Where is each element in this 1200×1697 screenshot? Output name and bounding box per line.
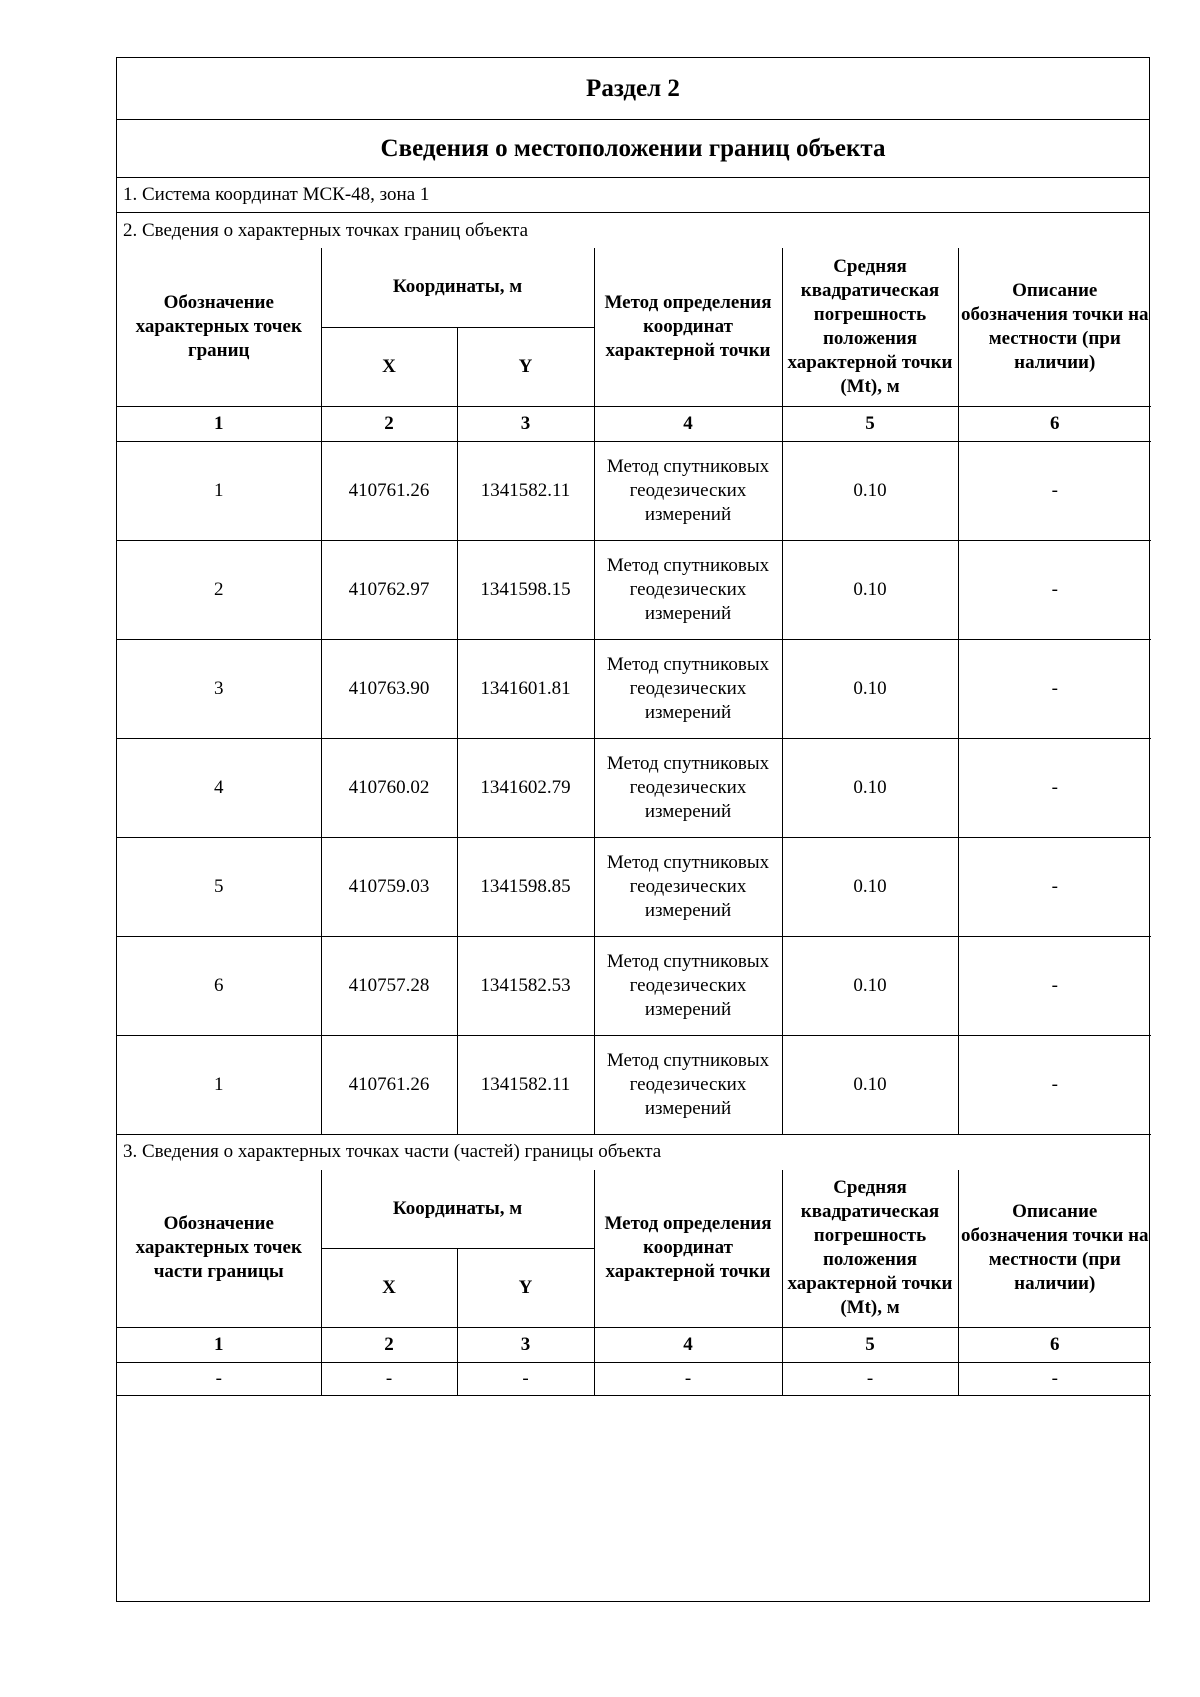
point-description: - bbox=[958, 936, 1151, 1035]
table-row bbox=[117, 441, 1151, 540]
point-x: 410761.26 bbox=[321, 1035, 457, 1134]
column-number: 5 bbox=[782, 406, 958, 441]
point-method: Метод спутниковых геодезических измерений bbox=[594, 738, 782, 837]
point-method: Метод спутниковых геодезических измерений bbox=[594, 540, 782, 639]
part-heading: 3. Сведения о характерных точках части (частей) границы объекта bbox=[123, 1141, 662, 1162]
header-description: Описание обозначения точки на местности (при наличии) bbox=[958, 1170, 1151, 1328]
header-error: Средняя квадратическая погрешность положения характерной точки (Mt), м bbox=[782, 1170, 958, 1328]
column-number: 2 bbox=[321, 1328, 457, 1363]
point-x: 410762.97 bbox=[321, 540, 457, 639]
point-method: Метод спутниковых геодезических измерений bbox=[594, 1035, 782, 1134]
column-number: 2 bbox=[321, 406, 457, 441]
point-error: 0.10 bbox=[782, 639, 958, 738]
header-method: Метод определения координат характерной точки bbox=[594, 1170, 782, 1328]
table-row bbox=[117, 540, 1151, 639]
document-frame bbox=[116, 57, 1150, 1602]
part-points-table bbox=[117, 1170, 1151, 1397]
point-y: 1341582.11 bbox=[457, 1035, 594, 1134]
point-method: Метод спутниковых геодезических измерений bbox=[594, 837, 782, 936]
empty-cell: - bbox=[958, 1363, 1151, 1396]
point-method: Метод спутниковых геодезических измерений bbox=[594, 441, 782, 540]
boundary-points-table bbox=[117, 248, 1151, 1135]
point-description: - bbox=[958, 738, 1151, 837]
table-row bbox=[117, 639, 1151, 738]
point-number: 1 bbox=[117, 1035, 321, 1134]
point-number: 2 bbox=[117, 540, 321, 639]
point-number: 3 bbox=[117, 639, 321, 738]
column-numbers-row bbox=[117, 1328, 1151, 1363]
column-number: 3 bbox=[457, 406, 594, 441]
point-number: 5 bbox=[117, 837, 321, 936]
point-number: 4 bbox=[117, 738, 321, 837]
point-y: 1341598.85 bbox=[457, 837, 594, 936]
point-description: - bbox=[958, 540, 1151, 639]
column-number: 1 bbox=[117, 406, 321, 441]
column-number: 3 bbox=[457, 1328, 594, 1363]
blank-area bbox=[117, 1396, 1149, 1578]
section-title: Раздел 2 bbox=[117, 58, 1149, 120]
point-error: 0.10 bbox=[782, 738, 958, 837]
table-row bbox=[117, 936, 1151, 1035]
point-y: 1341602.79 bbox=[457, 738, 594, 837]
header-x: X bbox=[321, 1249, 457, 1328]
point-y: 1341601.81 bbox=[457, 639, 594, 738]
points-heading: 2. Сведения о характерных точках границ объекта bbox=[123, 219, 529, 241]
header-coordinates: Координаты, м bbox=[321, 1170, 594, 1249]
point-y: 1341582.11 bbox=[457, 441, 594, 540]
header-designation: Обозначение характерных точек границ bbox=[117, 248, 321, 406]
point-error: 0.10 bbox=[782, 540, 958, 639]
column-number: 5 bbox=[782, 1328, 958, 1363]
coordinate-system: 1. Система координат МСК-48, зона 1 bbox=[117, 178, 1149, 213]
column-numbers-row bbox=[117, 406, 1151, 441]
header-method: Метод определения координат характерной точки bbox=[594, 248, 782, 406]
header-x: X bbox=[321, 327, 457, 406]
header-description: Описание обозначения точки на местности (при наличии) bbox=[958, 248, 1151, 406]
point-x: 410757.28 bbox=[321, 936, 457, 1035]
point-error: 0.10 bbox=[782, 1035, 958, 1134]
header-designation: Обозначение характерных точек части границы bbox=[117, 1170, 321, 1328]
point-description: - bbox=[958, 441, 1151, 540]
table-row bbox=[117, 1363, 1151, 1396]
empty-cell: - bbox=[117, 1363, 321, 1396]
header-y: Y bbox=[457, 327, 594, 406]
point-method: Метод спутниковых геодезических измерений bbox=[594, 639, 782, 738]
point-x: 410760.02 bbox=[321, 738, 457, 837]
point-method: Метод спутниковых геодезических измерений bbox=[594, 936, 782, 1035]
point-error: 0.10 bbox=[782, 936, 958, 1035]
point-number: 6 bbox=[117, 936, 321, 1035]
empty-cell: - bbox=[594, 1363, 782, 1396]
point-y: 1341598.15 bbox=[457, 540, 594, 639]
header-coordinates: Координаты, м bbox=[321, 248, 594, 327]
table-row bbox=[117, 837, 1151, 936]
empty-cell: - bbox=[321, 1363, 457, 1396]
column-number: 4 bbox=[594, 406, 782, 441]
point-x: 410763.90 bbox=[321, 639, 457, 738]
point-description: - bbox=[958, 639, 1151, 738]
point-description: - bbox=[958, 837, 1151, 936]
table-row bbox=[117, 1035, 1151, 1134]
point-x: 410759.03 bbox=[321, 837, 457, 936]
point-y: 1341582.53 bbox=[457, 936, 594, 1035]
header-error: Средняя квадратическая погрешность положения характерной точки (Mt), м bbox=[782, 248, 958, 406]
point-description: - bbox=[958, 1035, 1151, 1134]
point-x: 410761.26 bbox=[321, 441, 457, 540]
column-number: 1 bbox=[117, 1328, 321, 1363]
document-title: Сведения о местоположении границ объекта bbox=[117, 120, 1149, 178]
point-number: 1 bbox=[117, 441, 321, 540]
empty-cell: - bbox=[457, 1363, 594, 1396]
point-error: 0.10 bbox=[782, 441, 958, 540]
column-number: 6 bbox=[958, 406, 1151, 441]
column-number: 6 bbox=[958, 1328, 1151, 1363]
empty-cell: - bbox=[782, 1363, 958, 1396]
header-y: Y bbox=[457, 1249, 594, 1328]
point-error: 0.10 bbox=[782, 837, 958, 936]
column-number: 4 bbox=[594, 1328, 782, 1363]
table-row bbox=[117, 738, 1151, 837]
